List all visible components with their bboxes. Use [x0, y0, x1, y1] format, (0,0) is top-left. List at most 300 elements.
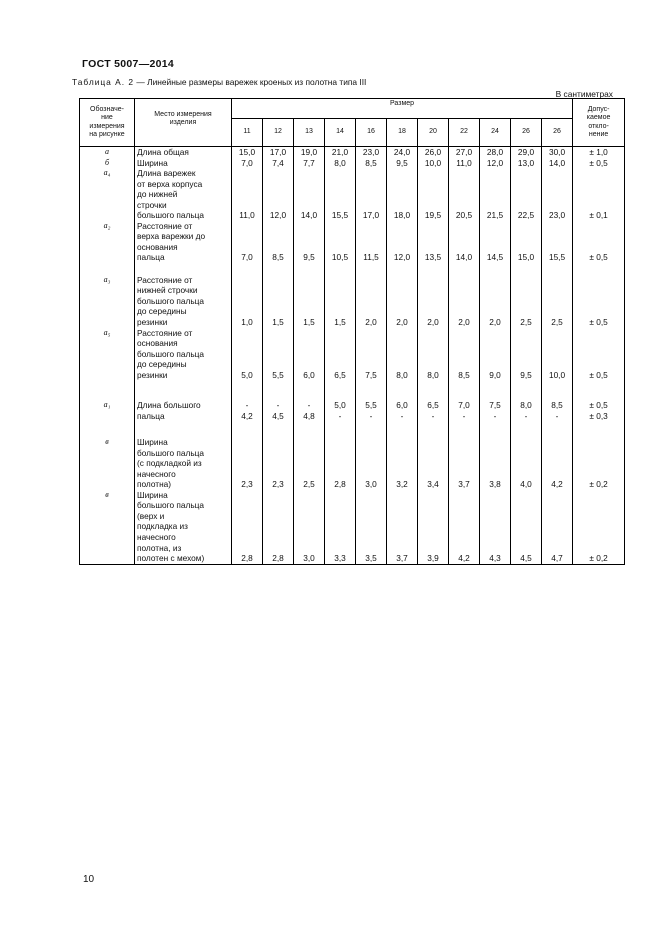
blank-line	[480, 437, 510, 448]
cell-line: Длина большого	[137, 400, 201, 411]
blank-line	[325, 306, 355, 317]
blank-line	[387, 349, 417, 360]
value-cell	[387, 263, 418, 328]
cell-line: ± 1,0	[589, 147, 608, 157]
cell-line: 27,0	[455, 147, 473, 157]
blank-line	[449, 275, 479, 286]
blank-line	[511, 338, 541, 349]
blank-line	[418, 200, 448, 211]
blank-line	[232, 200, 262, 211]
value-cell	[325, 328, 356, 393]
blank-line	[511, 306, 541, 317]
blank-line	[263, 179, 293, 190]
blank-line	[232, 221, 262, 232]
blank-line	[232, 296, 262, 307]
blank-line	[356, 242, 386, 253]
blank-line	[263, 511, 293, 522]
cell-line: 10,0	[548, 369, 566, 380]
cell-line: 12,0	[393, 252, 411, 263]
blank-line	[325, 168, 355, 179]
blank-line	[263, 359, 293, 370]
value-cell	[511, 168, 542, 221]
blank-line	[356, 179, 386, 190]
value-cell	[387, 147, 418, 158]
blank-line	[573, 458, 624, 469]
blank-line	[480, 275, 510, 286]
blank-line	[356, 349, 386, 360]
cell-line: ± 0,5	[589, 316, 608, 327]
cell-line: 7,4	[272, 157, 284, 168]
blank-line	[325, 189, 355, 200]
blank-line	[232, 511, 262, 522]
size-header: 24	[480, 119, 511, 147]
blank-line	[480, 490, 510, 501]
blank-line	[449, 242, 479, 253]
value-cell	[480, 392, 511, 429]
cell-line: верха варежки до	[137, 231, 206, 242]
blank-line	[418, 296, 448, 307]
table-row	[80, 392, 625, 429]
cell-line: в	[105, 489, 109, 499]
blank-line	[294, 328, 324, 339]
cell-line: 4,8	[303, 410, 315, 421]
blank-line	[573, 285, 624, 296]
cell-line: 17,0	[269, 147, 287, 157]
blank-line	[294, 231, 324, 242]
cell-line: от верха корпуса	[137, 178, 203, 189]
blank-line	[232, 189, 262, 200]
cell-line: 13,0	[517, 157, 535, 168]
blank-line	[418, 543, 448, 554]
cell-line: а₁	[103, 400, 111, 410]
cell-line: ± 0,2	[589, 553, 608, 564]
blank-line	[573, 242, 624, 253]
blank-line	[263, 242, 293, 253]
blank-line	[387, 359, 417, 370]
blank-line	[449, 359, 479, 370]
cell-line: 1,5	[272, 316, 284, 327]
blank-line	[511, 168, 541, 179]
cell-line: 8,0	[427, 369, 439, 380]
blank-line	[418, 500, 448, 511]
cell-line: -	[555, 410, 559, 421]
cell-line: 20,5	[455, 210, 473, 221]
blank-line	[325, 231, 355, 242]
value-cell	[449, 392, 480, 429]
value-cell	[511, 429, 542, 490]
blank-line	[511, 328, 541, 339]
value-cell	[356, 263, 387, 328]
value-cell	[232, 490, 263, 564]
value-cell	[232, 147, 263, 158]
blank-line	[480, 448, 510, 459]
value-cell	[232, 328, 263, 393]
blank-line	[263, 532, 293, 543]
cell-line: полотна, из	[137, 542, 182, 553]
blank-line	[387, 469, 417, 480]
symbol-cell	[80, 158, 135, 169]
value-cell	[232, 168, 263, 221]
blank-line	[263, 437, 293, 448]
cell-line: изделия	[169, 119, 197, 127]
blank-line	[511, 349, 541, 360]
cell-line: полотен с мехом)	[137, 553, 205, 564]
cell-line: 9,5	[303, 252, 315, 263]
cell-line: 2,0	[365, 316, 377, 327]
value-cell	[232, 221, 263, 263]
blank-line	[418, 168, 448, 179]
value-cell	[294, 490, 325, 564]
blank-line	[449, 179, 479, 190]
blank-line	[263, 490, 293, 501]
blank-line	[573, 338, 624, 349]
table-row	[80, 168, 625, 221]
value-cell	[449, 328, 480, 393]
cell-line: 4,7	[551, 553, 563, 564]
cell-line: 29,0	[517, 147, 535, 157]
place-column-header	[135, 99, 232, 147]
blank-line	[511, 448, 541, 459]
size-header: 18	[387, 119, 418, 147]
cell-line: 5,0	[241, 369, 253, 380]
blank-line	[263, 500, 293, 511]
blank-line	[418, 448, 448, 459]
value-cell	[542, 392, 573, 429]
cell-line: большого пальца	[137, 295, 205, 306]
blank-line	[232, 490, 262, 501]
cell-line: Расстояние от	[137, 327, 193, 338]
blank-line	[294, 275, 324, 286]
blank-line	[542, 285, 572, 296]
blank-line	[449, 349, 479, 360]
value-cell	[387, 168, 418, 221]
blank-line	[263, 275, 293, 286]
cell-line: 2,5	[520, 316, 532, 327]
blank-line	[387, 490, 417, 501]
cell-line: 3,8	[489, 479, 501, 490]
blank-line	[294, 296, 324, 307]
blank-line	[387, 532, 417, 543]
cell-line: 8,5	[365, 157, 377, 168]
value-cell	[542, 147, 573, 158]
value-cell	[387, 221, 418, 263]
cell-line: 15,5	[331, 210, 349, 221]
blank-line	[294, 168, 324, 179]
cell-line: 3,0	[303, 553, 315, 564]
blank-line	[232, 328, 262, 339]
blank-line	[387, 521, 417, 532]
value-cell	[263, 221, 294, 263]
cell-line: 7,5	[365, 369, 377, 380]
blank-line	[449, 285, 479, 296]
cell-line: 15,0	[517, 252, 535, 263]
value-cell	[542, 429, 573, 490]
cell-line: 21,0	[331, 147, 349, 157]
blank-line	[356, 231, 386, 242]
blank-line	[356, 469, 386, 480]
value-cell	[294, 158, 325, 169]
cell-line: полотна)	[137, 479, 172, 490]
blank-line	[356, 221, 386, 232]
blank-line	[263, 521, 293, 532]
place-cell	[135, 221, 232, 263]
blank-line	[232, 532, 262, 543]
table-caption	[72, 77, 366, 87]
cell-line: 19,5	[424, 210, 442, 221]
blank-line	[449, 296, 479, 307]
cell-line: 3,0	[365, 479, 377, 490]
blank-line	[325, 242, 355, 253]
cell-line: 23,0	[362, 147, 380, 157]
cell-line: 5,5	[272, 369, 284, 380]
symbol-column-header	[80, 99, 135, 147]
value-cell	[356, 392, 387, 429]
cell-line: в	[105, 437, 109, 447]
blank-line	[449, 543, 479, 554]
blank-line	[573, 189, 624, 200]
blank-line	[542, 189, 572, 200]
cell-line: 7,7	[303, 157, 315, 168]
blank-line	[573, 179, 624, 190]
cell-line: -	[369, 410, 373, 421]
blank-line	[418, 285, 448, 296]
blank-line	[325, 511, 355, 522]
value-cell	[294, 328, 325, 393]
cell-line: нижней строчки	[137, 285, 198, 296]
blank-line	[356, 306, 386, 317]
symbol-cell	[80, 429, 135, 490]
blank-line	[449, 521, 479, 532]
cell-line: 2,3	[272, 479, 284, 490]
cell-line: 8,5	[458, 369, 470, 380]
cell-line: до нижней	[137, 189, 178, 200]
blank-line	[263, 543, 293, 554]
cell-line: 4,2	[241, 410, 253, 421]
cell-line: начесного	[137, 468, 176, 479]
value-cell	[542, 263, 573, 328]
blank-line	[573, 532, 624, 543]
table-row	[80, 429, 625, 490]
cell-line: -	[493, 410, 497, 421]
cell-line: 2,5	[551, 316, 563, 327]
blank-line	[480, 458, 510, 469]
cell-line: основания	[137, 241, 178, 252]
value-cell	[263, 429, 294, 490]
cell-line: а₂	[103, 220, 111, 230]
blank-line	[356, 359, 386, 370]
cell-line: 4,2	[551, 479, 563, 490]
blank-line	[294, 242, 324, 253]
value-cell	[294, 168, 325, 221]
blank-line	[480, 543, 510, 554]
blank-line	[449, 189, 479, 200]
blank-line	[356, 189, 386, 200]
cell-line: каемое	[586, 114, 611, 122]
blank-line	[418, 189, 448, 200]
cell-line: 6,5	[334, 369, 346, 380]
blank-line	[449, 511, 479, 522]
blank-line	[449, 306, 479, 317]
blank-line	[387, 437, 417, 448]
place-cell	[135, 158, 232, 169]
place-cell	[135, 490, 232, 564]
blank-line	[573, 469, 624, 480]
blank-line	[325, 469, 355, 480]
cell-line: до середины	[137, 359, 187, 370]
blank-line	[573, 511, 624, 522]
cell-line: 10,5	[331, 252, 349, 263]
value-cell	[325, 490, 356, 564]
cell-line: 12,0	[486, 157, 504, 168]
cell-line: 6,0	[303, 369, 315, 380]
cell-line: 1,5	[303, 316, 315, 327]
blank-line	[387, 500, 417, 511]
blank-line	[387, 231, 417, 242]
blank-line	[511, 275, 541, 286]
cell-line: а₄	[103, 168, 111, 178]
blank-line	[387, 543, 417, 554]
blank-line	[325, 521, 355, 532]
blank-line	[511, 490, 541, 501]
cell-line: 4,0	[520, 479, 532, 490]
cell-line: 2,3	[241, 479, 253, 490]
cell-line: 7,5	[489, 400, 501, 411]
cell-line: 18,0	[393, 210, 411, 221]
blank-line	[387, 275, 417, 286]
blank-line	[480, 306, 510, 317]
blank-line	[418, 469, 448, 480]
cell-line: Ширина	[137, 489, 168, 500]
blank-line	[542, 359, 572, 370]
blank-line	[511, 221, 541, 232]
value-cell	[325, 392, 356, 429]
blank-line	[325, 500, 355, 511]
cell-line: 7,0	[458, 400, 470, 411]
value-cell	[232, 263, 263, 328]
blank-line	[356, 285, 386, 296]
cell-line: ние	[101, 114, 113, 122]
blank-line	[418, 242, 448, 253]
blank-line	[449, 221, 479, 232]
place-cell	[135, 429, 232, 490]
blank-line	[387, 168, 417, 179]
cell-line: 8,5	[551, 400, 563, 411]
blank-line	[480, 511, 510, 522]
value-cell	[232, 392, 263, 429]
value-cell	[232, 158, 263, 169]
value-cell	[325, 147, 356, 158]
value-cell	[480, 158, 511, 169]
place-cell	[135, 392, 232, 429]
blank-line	[573, 296, 624, 307]
blank-line	[542, 168, 572, 179]
value-cell	[511, 328, 542, 393]
table-row	[80, 263, 625, 328]
blank-line	[356, 511, 386, 522]
blank-line	[232, 437, 262, 448]
blank-line	[573, 200, 624, 211]
blank-line	[387, 338, 417, 349]
page-number: 10	[83, 874, 95, 885]
blank-line	[294, 500, 324, 511]
blank-line	[263, 328, 293, 339]
blank-line	[387, 296, 417, 307]
blank-line	[542, 543, 572, 554]
cell-line: 14,5	[486, 252, 504, 263]
blank-line	[480, 296, 510, 307]
value-cell	[263, 147, 294, 158]
symbol-cell	[80, 328, 135, 393]
cell-line: 8,5	[272, 252, 284, 263]
blank-line	[418, 328, 448, 339]
value-cell	[418, 158, 449, 169]
value-cell	[418, 490, 449, 564]
cell-line: 13,5	[424, 252, 442, 263]
value-cell	[294, 147, 325, 158]
blank-line	[480, 500, 510, 511]
blank-line	[294, 359, 324, 370]
value-cell	[325, 158, 356, 169]
blank-line	[294, 543, 324, 554]
cell-line: Ширина	[137, 157, 168, 168]
cell-line: 4,5	[272, 410, 284, 421]
blank-line	[511, 200, 541, 211]
size-header: 22	[449, 119, 480, 147]
blank-line	[232, 306, 262, 317]
cell-line: 14,0	[548, 157, 566, 168]
blank-line	[511, 521, 541, 532]
blank-line	[294, 448, 324, 459]
blank-line	[480, 532, 510, 543]
cell-line: 2,8	[272, 553, 284, 564]
blank-line	[573, 543, 624, 554]
blank-line	[449, 490, 479, 501]
value-cell	[418, 328, 449, 393]
value-cell	[542, 221, 573, 263]
value-cell	[387, 328, 418, 393]
value-cell	[294, 263, 325, 328]
value-cell	[418, 168, 449, 221]
cell-line: 26,0	[424, 147, 442, 157]
value-cell	[480, 490, 511, 564]
blank-line	[449, 200, 479, 211]
value-cell	[263, 490, 294, 564]
blank-line	[263, 285, 293, 296]
blank-line	[387, 285, 417, 296]
cell-line: 14,0	[300, 210, 318, 221]
size-header: 16	[356, 119, 387, 147]
table-body	[80, 147, 625, 565]
symbol-cell	[80, 263, 135, 328]
cell-line: 9,5	[520, 369, 532, 380]
place-cell	[135, 328, 232, 393]
value-cell	[449, 490, 480, 564]
blank-line	[325, 221, 355, 232]
cell-line: 15,0	[238, 147, 256, 157]
blank-line	[573, 490, 624, 501]
cell-line: 10,0	[424, 157, 442, 168]
tolerance-cell	[573, 168, 625, 221]
blank-line	[542, 200, 572, 211]
blank-line	[294, 306, 324, 317]
tolerance-cell	[573, 158, 625, 169]
cell-line: Длина варежек	[137, 168, 196, 179]
blank-line	[573, 275, 624, 286]
blank-line	[573, 306, 624, 317]
blank-line	[387, 448, 417, 459]
value-cell	[449, 147, 480, 158]
cell-line: строчки	[137, 199, 167, 210]
